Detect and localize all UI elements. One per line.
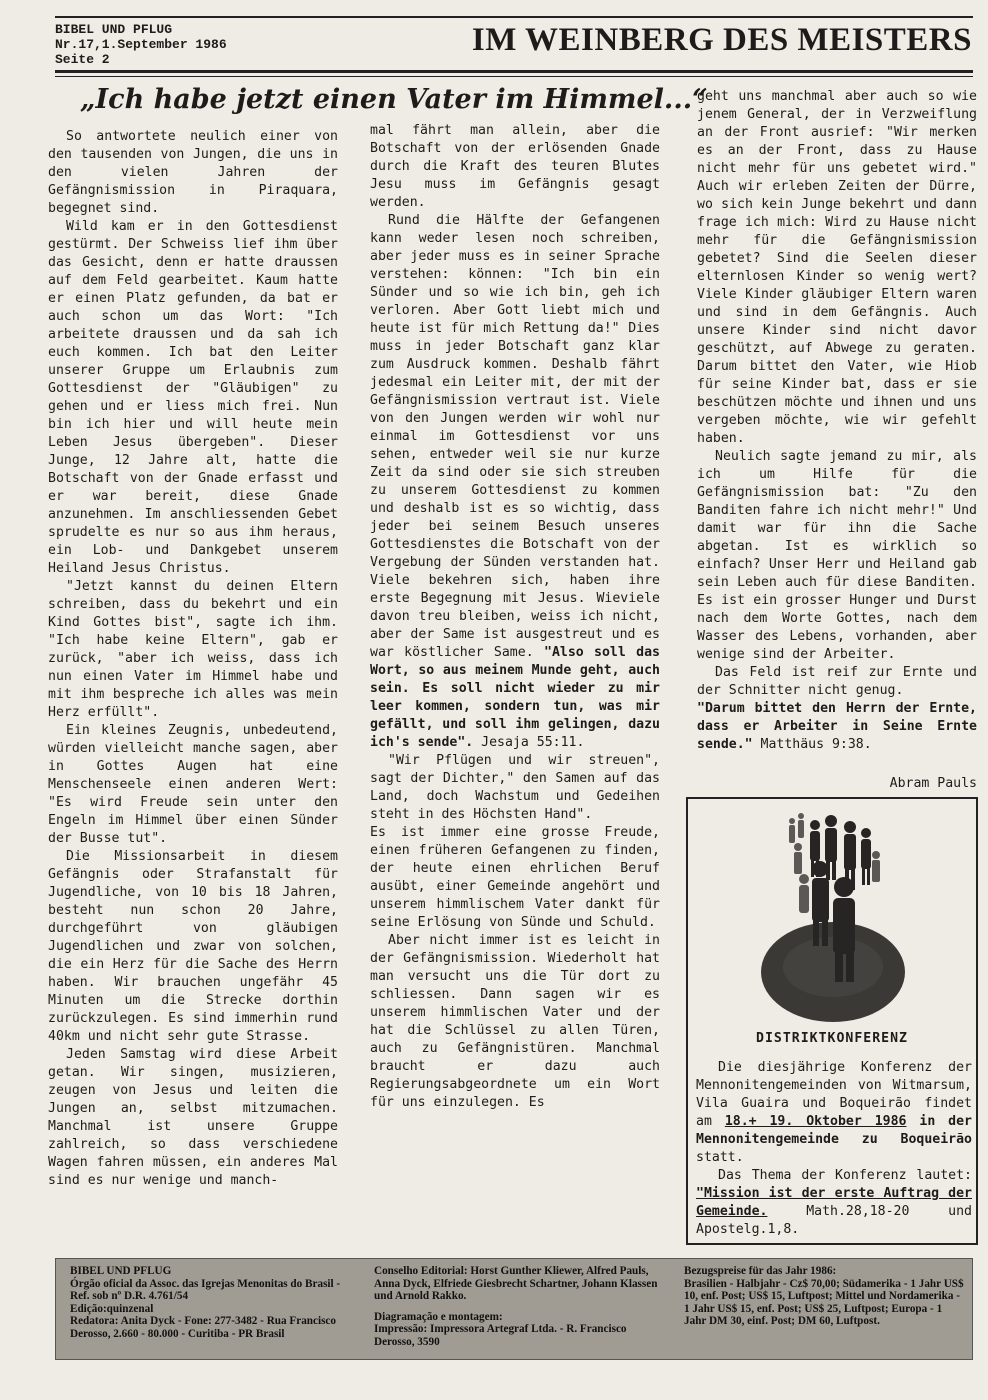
paragraph: Wild kam er in den Gottesdienst gestürmt. Der Schweiss lief ihm über das Gesicht, denn er hatte draussen auf dem Feld gearbeitet. Kaum hatte er einen Platz gefunden, da bat er auch schon um das Wort: "Ich arbeitete draussen und da sah ich euch kommen. Ich bat den Leiter unserer Gruppe um Erlaubnis zum Gottesdienst der "Gläubigen" zu gehen und er liess mich frei. Nun bin ich hier und will heute mein Leben Jesus übergeben". Dieser Junge, 12 Jahre alt, hatte die Botschaft von der Gnade erfasst und er war bereit, diese Gnade anzunehmen. Im anschliessenden Gebet sprudelte es nur so aus ihm heraus, ein Lob- und Dankgebet unserem Heiland Jesus Christus.	[48, 219, 338, 576]
paragraph: geht uns manchmal aber auch so wie jenem General, der in Verzweiflung an der Front ausrief: "Wir merken es an der Front, dass zu Hause nicht mehr für uns gebetet wird." Auch wir erleben Zeiten der Dürre, wo sich kein Junge bekehrt und dann frage ich mich: Wird zu Hause nicht mehr für die Gefängnismission gebetet? Sind die Seelen dieser elternlosen Kinder so wenig wert? Viele Kinder gläubiger Eltern waren und sind in dem Gefängnis. Auch unsere Kinder sind nicht davor geschützt, auf Abwege zu geraten. Darum bittet den Vater, wie Hiob für seine Kinder bat, dass er sie beschützen möchte und ihnen und uns vergeben möchte, wie wir gefehlt haben.	[697, 89, 977, 446]
imprint-column-1	[70, 1265, 360, 1340]
people-on-globe-illustration	[758, 807, 908, 1027]
edition-value: quinzenal	[106, 1302, 154, 1315]
header-rule-bottom	[55, 70, 973, 73]
imprint-publication-name: BIBEL UND PFLUG	[70, 1265, 172, 1277]
article-headline: „Ich habe jetzt einen Vater im Himmel...“	[80, 84, 708, 115]
paragraph: "Jetzt kannst du deinen Eltern schreiben, dass du bekehrt und ein Kind Gottes bist", sagte ich ihm. "Ich habe keine Eltern", gab er zurück, "aber ich weiss, dass ich nun einen Vater im Himmel habe und mit ihm bespreche ich alles was mein Herz erfüllt".	[48, 579, 338, 720]
conference-theme: "Mission ist der erste Auftrag der Gemeinde.	[696, 1186, 972, 1219]
imprint-edition	[70, 1303, 360, 1316]
paragraph: Die Missionsarbeit in diesem Gefängnis oder Strafanstalt für Jugendliche, von 10 bis 18 Jahren, besteht nun schon 20 Jahre, durchgeführt von gläubigen Jugendlichen und zwar von solchen, die ein Herz für die Sache des Herrn haben. Wir brauchen ungefähr 45 Minuten um die Strecke dorthin zurückzulegen. Es sind immerhin rund 40km und nicht sehr gute Strasse.	[48, 849, 338, 1044]
article-column-1	[48, 128, 338, 1248]
page-number: Seite 2	[55, 52, 110, 67]
header-rule-top	[55, 16, 973, 18]
paragraph-text: Die diesjährige Konferenz der Mennonitengemeinden von Witmarsum, Vila Guaira und Boqueirão findet am	[696, 1060, 972, 1129]
paragraph-text: statt.	[696, 1150, 744, 1165]
conference-box	[686, 797, 978, 1245]
imprint-column-2	[374, 1265, 666, 1348]
conference-title: DISTRIKTKONFERENZ	[756, 1031, 908, 1046]
paragraph: Das Feld ist reif zur Ernte und der Schnitter nicht genug.	[697, 665, 977, 698]
bible-reference: Matthäus 9:38.	[760, 737, 872, 752]
editor-value: Anita Dyck - Fone: 277-3482 - Rua Francisco Derosso, 2.660 - 80.000 - Curitiba - PR Brasil	[70, 1315, 336, 1340]
imprint-editor	[70, 1315, 360, 1340]
paragraph	[697, 700, 977, 754]
imprint-printing	[374, 1323, 666, 1348]
council-label: Conselho Editorial:	[374, 1265, 468, 1277]
imprint-column-3	[684, 1265, 966, 1328]
article-column-2	[370, 122, 660, 1246]
imprint-description: Órgão oficial da Assoc. das Igrejas Menonitas do Brasil - Ref. sob nº D.R. 4.761/54	[70, 1277, 341, 1302]
paragraph	[696, 1167, 972, 1239]
paragraph	[370, 212, 660, 752]
paragraph-text: Das Thema der Konferenz lautet:	[718, 1168, 972, 1183]
paragraph: "Wir Pflügen und wir streuen", sagt der Dichter," den Samen auf das Land, doch Wachstum und Gedeihen steht in des Höchsten Hand".	[370, 753, 660, 822]
subscription-prices: Brasilien - Halbjahr - Cz$ 70,00; Südamerika - 1 Jahr US$ 10, enf. Post; US$ 15, Luftpost; Mittel und Nordamerika - 1 Jahr US$ 15, enf. Post; US$ 25, Luftpost; Europa - 1 Jahr DM 30, einf. Post; DM 60, Luftpost.	[684, 1277, 964, 1327]
theme-reference: Math.28,18-20 und Apostelg.1,8.	[696, 1204, 972, 1237]
printing-value: Impressora Artegraf Ltda. - R. Francisco Derosso, 3590	[374, 1323, 627, 1348]
publication-name: BIBEL UND PFLUG	[55, 22, 173, 37]
paragraph: Ein kleines Zeugnis, unbedeutend, würden vielleicht manche sagen, aber in Gottes Augen hat eine Menschenseele einen anderen Wert: "Es wird Freude sein unter den Engeln im Himmel über einen Sünder der Busse tut".	[48, 723, 338, 846]
paragraph: Neulich sagte jemand zu mir, als ich um Hilfe für die Gefängnismission bat: "Zu den Banditen fahre ich nicht mehr!" Und damit war für ihn die Sache abgetan. Ist es wirklich so einfach? Unser Herr und Heiland gab sein Leben auch für diese Banditen. Es ist ein grosser Hunger und Durst nach dem Worte Gottes, nach dem Wasser des Lebens, vorhanden, aber wenige sind der Arbeiter.	[697, 449, 977, 662]
article-column-3	[697, 88, 977, 778]
paragraph-text: Rund die Hälfte der Gefangenen kann weder lesen noch schreiben, aber jeder muss es in seiner Sprache verstehen: können: "Ich bin ein Sünder und so wie ich bin, geh ich verloren. Aber Gott liebt mich und heute ist für mich Rettung da!" Dies muss in jeder Botschaft ganz klar zum Ausdruck kommen. Deshalb fährt jedesmal ein Leiter mit, der mit der Gefängnismission vertraut ist. Viele von den Jungen werden wir wohl nur einmal im Gottesdienst vor uns sehen, entweder weil sie nur kurze Zeit da sind oder sie sich streuben zu unserem Gottesdienst zu kommen und deshalb ist es so wichtig, dass jeder bei seinem Besuch unseres Gottesdienstes die Botschaft von der Vergebung der Sünden verstanden hat. Viele bekehren sich, haben ihre erste Begegnung mit Jesus. Wieviele davon treu bleiben, weiss ich nicht, aber der Same ist ausgestreut und es war köstlicher Same.	[370, 213, 660, 660]
paragraph: mal fährt man allein, aber die Botschaft von der erlösenden Gnade durch die Kraft des teuren Blutes Jesu muss im Gefängnis gesagt werden.	[370, 123, 660, 210]
council-value: Horst Gunther Kliewer, Alfred Pauls, Anna Dyck, Elfriede Giesbrecht Schartner, Johann Klassen und Arnold Rakko.	[374, 1265, 658, 1302]
author-signature: Abram Pauls	[889, 776, 977, 791]
issue-info	[55, 22, 227, 67]
paragraph: So antwortete neulich einer von den tausenden von Jungen, die uns in den vielen Jahren der Gefängnismission in Piraquara, begegnet sind.	[48, 129, 338, 216]
section-title: IM WEINBERG DES MEISTERS	[471, 22, 972, 58]
imprint-layout: Diagramação e montagem:	[374, 1310, 503, 1323]
header-rule-thin	[55, 76, 973, 77]
printing-label: Impressão:	[374, 1323, 428, 1335]
edition-label: Edição:	[70, 1302, 107, 1315]
bible-quote: "Darum bittet den Herrn der Ernte, dass er Arbeiter in Seine Ernte sende."	[697, 701, 977, 752]
conference-date: 18.+ 19. Oktober 1986	[724, 1114, 907, 1129]
subscription-title: Bezugspreise für das Jahr 1986:	[684, 1265, 837, 1277]
paragraph: Es ist immer eine grosse Freude, einen früheren Gefangenen zu finden, der heute einen ehrlichen Beruf ausübt, einer Gemeinde angehört und unserem himmlischem Vater dankt für seine Erlösung von Sünde und Schuld.	[370, 825, 660, 930]
conference-text	[696, 1059, 972, 1239]
imprint-footer	[55, 1258, 973, 1360]
paragraph	[696, 1059, 972, 1167]
bible-reference: Jesaja 55:11.	[481, 735, 585, 750]
bible-quote: "Also soll das Wort, so aus meinem Munde geht, auch sein. Es soll nicht wieder zu mir leer kommen, sondern tun, was mir gefällt, und soll ihm gelingen, dazu ich's sende".	[370, 645, 660, 750]
paragraph: Jeden Samstag wird diese Arbeit getan. Wir singen, musizieren, zeugen von Jesus und leiten die Jungen an, selbst mitzumachen. Manchmal ist unsere Gruppe zahlreich, so dass verschiedene Wagen fahren müssen, ein anderes Mal sind es nur wenige und manch-	[48, 1047, 338, 1188]
paragraph: Aber nicht immer ist es leicht in der Gefängnismission. Wiederholt hat man versucht uns die Tür dort zu schliessen. Dann sagen wir es unserem himmlischen Vater und der hat die Schlüssel zu allen Türen, auch zu Gefängnistüren. Manchmal braucht er dazu auch Regierungsabgeordnete um ein Wort für uns einzulegen. Es	[370, 933, 660, 1110]
editor-label: Redatora:	[70, 1315, 119, 1327]
conference-location: in der Mennonitengemeinde zu Boqueirão	[696, 1114, 972, 1147]
imprint-council	[374, 1265, 666, 1303]
issue-number: Nr.17,1.September 1986	[55, 37, 227, 52]
